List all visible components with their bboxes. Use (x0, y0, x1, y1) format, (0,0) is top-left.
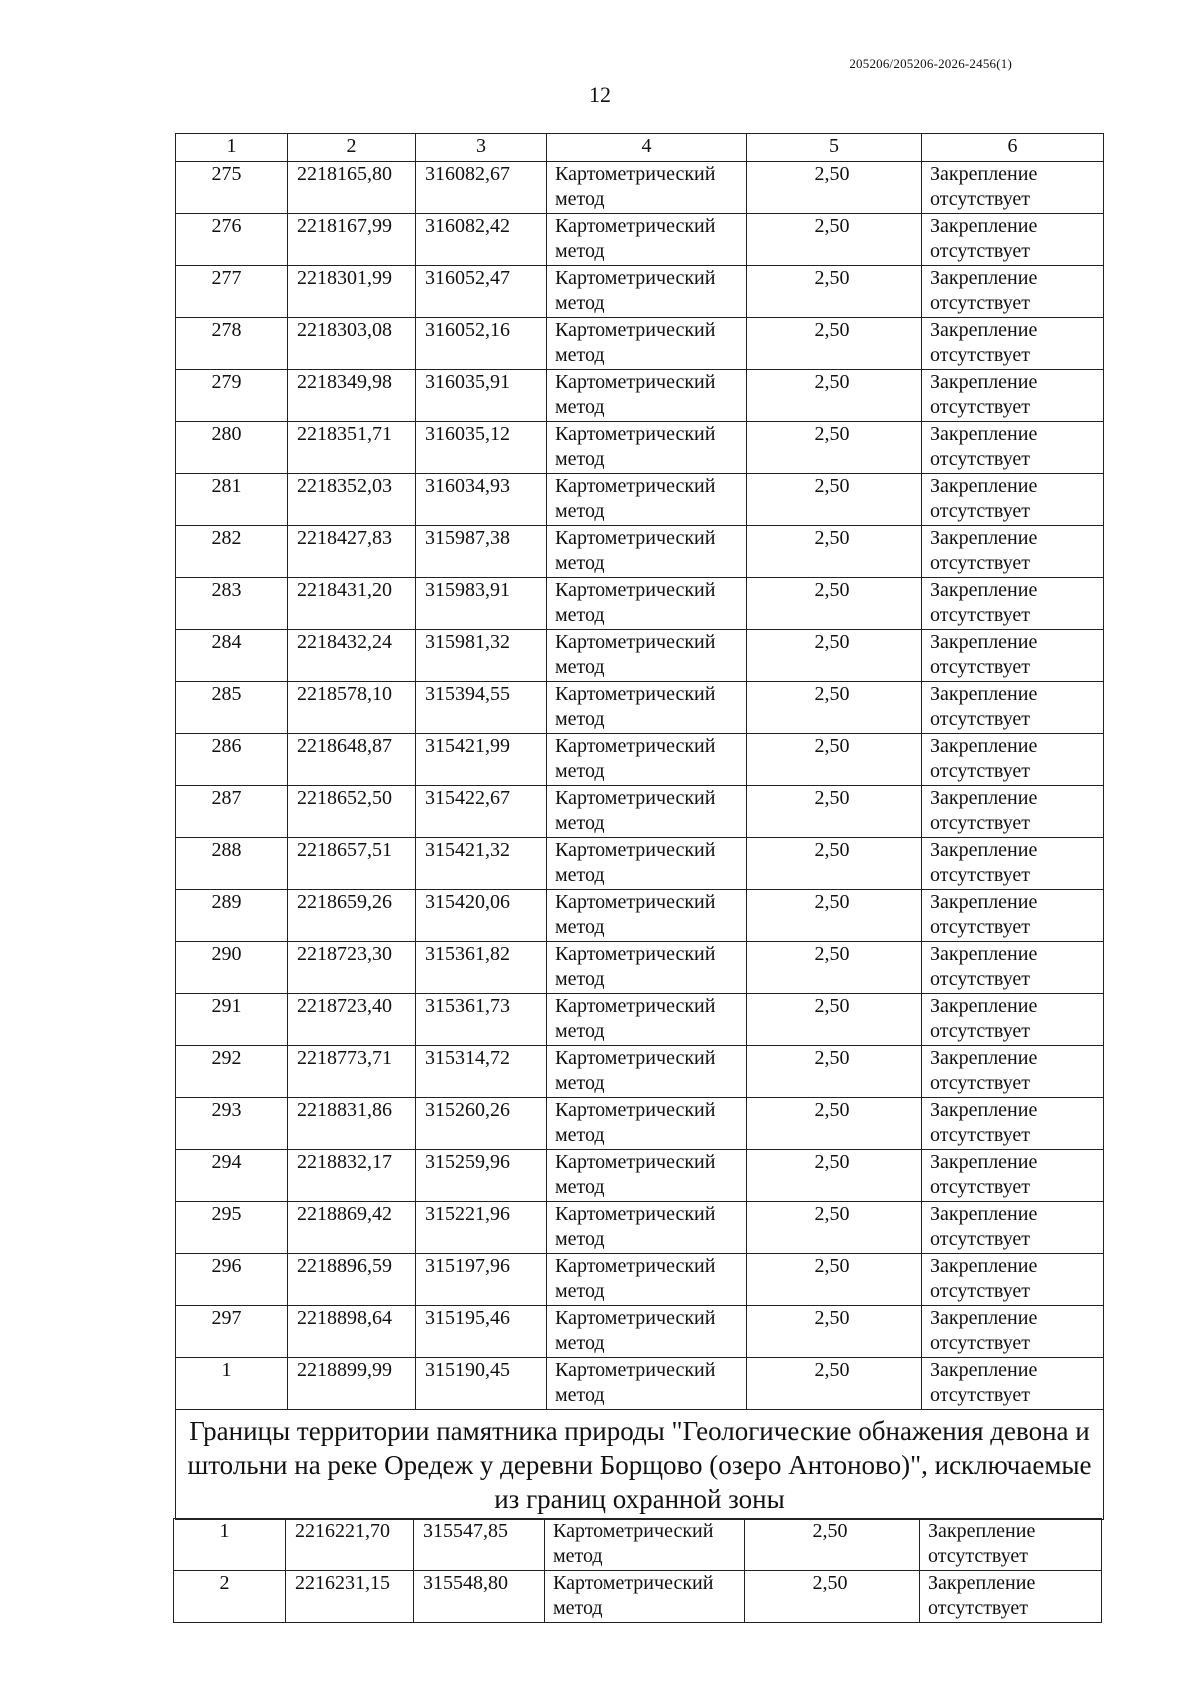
point-number: 296 (176, 1254, 288, 1306)
point-number: 276 (176, 214, 288, 266)
determination-method: Картометрический метод (547, 474, 747, 526)
table-row (176, 1098, 1104, 1150)
accuracy-value: 2,50 (747, 318, 922, 370)
column-header: 5 (747, 134, 922, 162)
x-coordinate: 2218657,51 (288, 838, 416, 890)
table-row (176, 474, 1104, 526)
point-number: 279 (176, 370, 288, 422)
point-number: 1 (176, 1358, 288, 1410)
accuracy-value: 2,50 (747, 422, 922, 474)
section-title: Границы территории памятника природы "Геологические обнажения девона и штольни на реке Оредеж у деревни Борщово (озеро Антоново)", исключаемые из границ охранной зоны (176, 1410, 1104, 1520)
point-number: 275 (176, 162, 288, 214)
table-row (176, 1150, 1104, 1202)
table-row (176, 318, 1104, 370)
y-coordinate: 315394,55 (416, 682, 547, 734)
table-row (176, 214, 1104, 266)
determination-method: Картометрический метод (547, 1202, 747, 1254)
fixation-description: Закрепление отсутствует (922, 1254, 1104, 1306)
point-number: 290 (176, 942, 288, 994)
table-row (176, 162, 1104, 214)
determination-method: Картометрический метод (547, 1150, 747, 1202)
table-row (176, 838, 1104, 890)
determination-method: Картометрический метод (547, 526, 747, 578)
x-coordinate: 2218898,64 (288, 1306, 416, 1358)
point-number: 293 (176, 1098, 288, 1150)
y-coordinate: 315221,96 (416, 1202, 547, 1254)
table-row (174, 1519, 1102, 1571)
y-coordinate: 315420,06 (416, 890, 547, 942)
y-coordinate: 316052,47 (416, 266, 547, 318)
determination-method: Картометрический метод (545, 1571, 745, 1623)
determination-method: Картометрический метод (547, 1358, 747, 1410)
determination-method: Картометрический метод (547, 942, 747, 994)
x-coordinate: 2218301,99 (288, 266, 416, 318)
point-number: 2 (174, 1571, 286, 1623)
y-coordinate: 315361,82 (416, 942, 547, 994)
column-header: 1 (176, 134, 288, 162)
fixation-description: Закрепление отсутствует (920, 1519, 1102, 1571)
determination-method: Картометрический метод (545, 1519, 745, 1571)
y-coordinate: 315314,72 (416, 1046, 547, 1098)
fixation-description: Закрепление отсутствует (922, 214, 1104, 266)
y-coordinate: 315260,26 (416, 1098, 547, 1150)
point-number: 282 (176, 526, 288, 578)
fixation-description: Закрепление отсутствует (922, 786, 1104, 838)
section-title-row (176, 1410, 1104, 1520)
determination-method: Картометрический метод (547, 734, 747, 786)
x-coordinate: 2218352,03 (288, 474, 416, 526)
table-row (174, 1571, 1102, 1623)
fixation-description: Закрепление отсутствует (922, 1358, 1104, 1410)
fixation-description: Закрепление отсутствует (922, 838, 1104, 890)
accuracy-value: 2,50 (747, 786, 922, 838)
accuracy-value: 2,50 (747, 1098, 922, 1150)
point-number: 288 (176, 838, 288, 890)
y-coordinate: 315548,80 (414, 1571, 545, 1623)
determination-method: Картометрический метод (547, 578, 747, 630)
fixation-description: Закрепление отсутствует (922, 994, 1104, 1046)
table-row (176, 1358, 1104, 1410)
table-row (176, 526, 1104, 578)
x-coordinate: 2218648,87 (288, 734, 416, 786)
determination-method: Картометрический метод (547, 682, 747, 734)
point-number: 280 (176, 422, 288, 474)
fixation-description: Закрепление отсутствует (922, 370, 1104, 422)
x-coordinate: 2218432,24 (288, 630, 416, 682)
fixation-description: Закрепление отсутствует (922, 266, 1104, 318)
table-row (176, 1306, 1104, 1358)
table-row (176, 422, 1104, 474)
document-code: 205206/205206-2026-2456(1) (849, 56, 1012, 71)
accuracy-value: 2,50 (747, 838, 922, 890)
column-header: 2 (288, 134, 416, 162)
table-row (176, 734, 1104, 786)
page-number: 12 (589, 82, 611, 107)
x-coordinate: 2218578,10 (288, 682, 416, 734)
y-coordinate: 315983,91 (416, 578, 547, 630)
table-row (176, 786, 1104, 838)
excluded-coordinates-table (173, 1518, 1102, 1623)
accuracy-value: 2,50 (747, 474, 922, 526)
point-number: 284 (176, 630, 288, 682)
point-number: 286 (176, 734, 288, 786)
accuracy-value: 2,50 (747, 1046, 922, 1098)
fixation-description: Закрепление отсутствует (922, 682, 1104, 734)
x-coordinate: 2216231,15 (286, 1571, 414, 1623)
y-coordinate: 315422,67 (416, 786, 547, 838)
determination-method: Картометрический метод (547, 838, 747, 890)
x-coordinate: 2218773,71 (288, 1046, 416, 1098)
accuracy-value: 2,50 (747, 214, 922, 266)
x-coordinate: 2216221,70 (286, 1519, 414, 1571)
excluded-coordinates-table-body (174, 1519, 1102, 1623)
point-number: 285 (176, 682, 288, 734)
fixation-description: Закрепление отсутствует (922, 474, 1104, 526)
determination-method: Картометрический метод (547, 214, 747, 266)
table-row (176, 942, 1104, 994)
determination-method: Картометрический метод (547, 786, 747, 838)
table-row (176, 682, 1104, 734)
column-header: 4 (547, 134, 747, 162)
x-coordinate: 2218869,42 (288, 1202, 416, 1254)
determination-method: Картометрический метод (547, 1046, 747, 1098)
table-row (176, 1254, 1104, 1306)
x-coordinate: 2218659,26 (288, 890, 416, 942)
table-row (176, 266, 1104, 318)
y-coordinate: 315981,32 (416, 630, 547, 682)
y-coordinate: 316082,42 (416, 214, 547, 266)
x-coordinate: 2218303,08 (288, 318, 416, 370)
point-number: 283 (176, 578, 288, 630)
accuracy-value: 2,50 (747, 994, 922, 1046)
x-coordinate: 2218723,30 (288, 942, 416, 994)
table-row (176, 370, 1104, 422)
fixation-description: Закрепление отсутствует (922, 1098, 1104, 1150)
fixation-description: Закрепление отсутствует (922, 1202, 1104, 1254)
accuracy-value: 2,50 (747, 890, 922, 942)
determination-method: Картометрический метод (547, 318, 747, 370)
y-coordinate: 315195,46 (416, 1306, 547, 1358)
y-coordinate: 315547,85 (414, 1519, 545, 1571)
point-number: 295 (176, 1202, 288, 1254)
accuracy-value: 2,50 (747, 734, 922, 786)
x-coordinate: 2218896,59 (288, 1254, 416, 1306)
column-header-row (176, 134, 1104, 162)
point-number: 291 (176, 994, 288, 1046)
table-row (176, 1046, 1104, 1098)
y-coordinate: 315197,96 (416, 1254, 547, 1306)
fixation-description: Закрепление отсутствует (922, 578, 1104, 630)
accuracy-value: 2,50 (747, 1150, 922, 1202)
accuracy-value: 2,50 (747, 266, 922, 318)
fixation-description: Закрепление отсутствует (922, 890, 1104, 942)
determination-method: Картометрический метод (547, 1098, 747, 1150)
accuracy-value: 2,50 (747, 1306, 922, 1358)
point-number: 287 (176, 786, 288, 838)
column-header: 6 (922, 134, 1104, 162)
x-coordinate: 2218832,17 (288, 1150, 416, 1202)
y-coordinate: 315421,32 (416, 838, 547, 890)
x-coordinate: 2218165,80 (288, 162, 416, 214)
point-number: 297 (176, 1306, 288, 1358)
y-coordinate: 315259,96 (416, 1150, 547, 1202)
accuracy-value: 2,50 (747, 526, 922, 578)
point-number: 1 (174, 1519, 286, 1571)
accuracy-value: 2,50 (747, 1202, 922, 1254)
table-row (176, 1202, 1104, 1254)
point-number: 292 (176, 1046, 288, 1098)
point-number: 278 (176, 318, 288, 370)
accuracy-value: 2,50 (745, 1519, 920, 1571)
table-row (176, 890, 1104, 942)
determination-method: Картометрический метод (547, 266, 747, 318)
accuracy-value: 2,50 (747, 1254, 922, 1306)
y-coordinate: 315421,99 (416, 734, 547, 786)
y-coordinate: 315190,45 (416, 1358, 547, 1410)
accuracy-value: 2,50 (747, 630, 922, 682)
accuracy-value: 2,50 (747, 578, 922, 630)
fixation-description: Закрепление отсутствует (922, 630, 1104, 682)
x-coordinate: 2218351,71 (288, 422, 416, 474)
determination-method: Картометрический метод (547, 1306, 747, 1358)
fixation-description: Закрепление отсутствует (922, 1306, 1104, 1358)
accuracy-value: 2,50 (747, 370, 922, 422)
fixation-description: Закрепление отсутствует (922, 1150, 1104, 1202)
table-row (176, 578, 1104, 630)
y-coordinate: 316082,67 (416, 162, 547, 214)
y-coordinate: 316034,93 (416, 474, 547, 526)
coordinates-table-body (176, 162, 1104, 1410)
x-coordinate: 2218427,83 (288, 526, 416, 578)
determination-method: Картометрический метод (547, 1254, 747, 1306)
determination-method: Картометрический метод (547, 890, 747, 942)
x-coordinate: 2218899,99 (288, 1358, 416, 1410)
y-coordinate: 316052,16 (416, 318, 547, 370)
accuracy-value: 2,50 (747, 942, 922, 994)
determination-method: Картометрический метод (547, 162, 747, 214)
point-number: 289 (176, 890, 288, 942)
x-coordinate: 2218349,98 (288, 370, 416, 422)
point-number: 281 (176, 474, 288, 526)
point-number: 277 (176, 266, 288, 318)
x-coordinate: 2218167,99 (288, 214, 416, 266)
column-header: 3 (416, 134, 547, 162)
x-coordinate: 2218652,50 (288, 786, 416, 838)
fixation-description: Закрепление отсутствует (922, 1046, 1104, 1098)
fixation-description: Закрепление отсутствует (922, 162, 1104, 214)
fixation-description: Закрепление отсутствует (922, 942, 1104, 994)
point-number: 294 (176, 1150, 288, 1202)
x-coordinate: 2218723,40 (288, 994, 416, 1046)
table-row (176, 994, 1104, 1046)
fixation-description: Закрепление отсутствует (920, 1571, 1102, 1623)
x-coordinate: 2218431,20 (288, 578, 416, 630)
y-coordinate: 315361,73 (416, 994, 547, 1046)
fixation-description: Закрепление отсутствует (922, 526, 1104, 578)
accuracy-value: 2,50 (747, 682, 922, 734)
determination-method: Картометрический метод (547, 370, 747, 422)
determination-method: Картометрический метод (547, 630, 747, 682)
y-coordinate: 316035,91 (416, 370, 547, 422)
table-row (176, 630, 1104, 682)
y-coordinate: 316035,12 (416, 422, 547, 474)
coordinates-table (175, 133, 1104, 1520)
determination-method: Картометрический метод (547, 994, 747, 1046)
determination-method: Картометрический метод (547, 422, 747, 474)
accuracy-value: 2,50 (745, 1571, 920, 1623)
x-coordinate: 2218831,86 (288, 1098, 416, 1150)
accuracy-value: 2,50 (747, 1358, 922, 1410)
y-coordinate: 315987,38 (416, 526, 547, 578)
accuracy-value: 2,50 (747, 162, 922, 214)
fixation-description: Закрепление отсутствует (922, 318, 1104, 370)
fixation-description: Закрепление отсутствует (922, 734, 1104, 786)
fixation-description: Закрепление отсутствует (922, 422, 1104, 474)
